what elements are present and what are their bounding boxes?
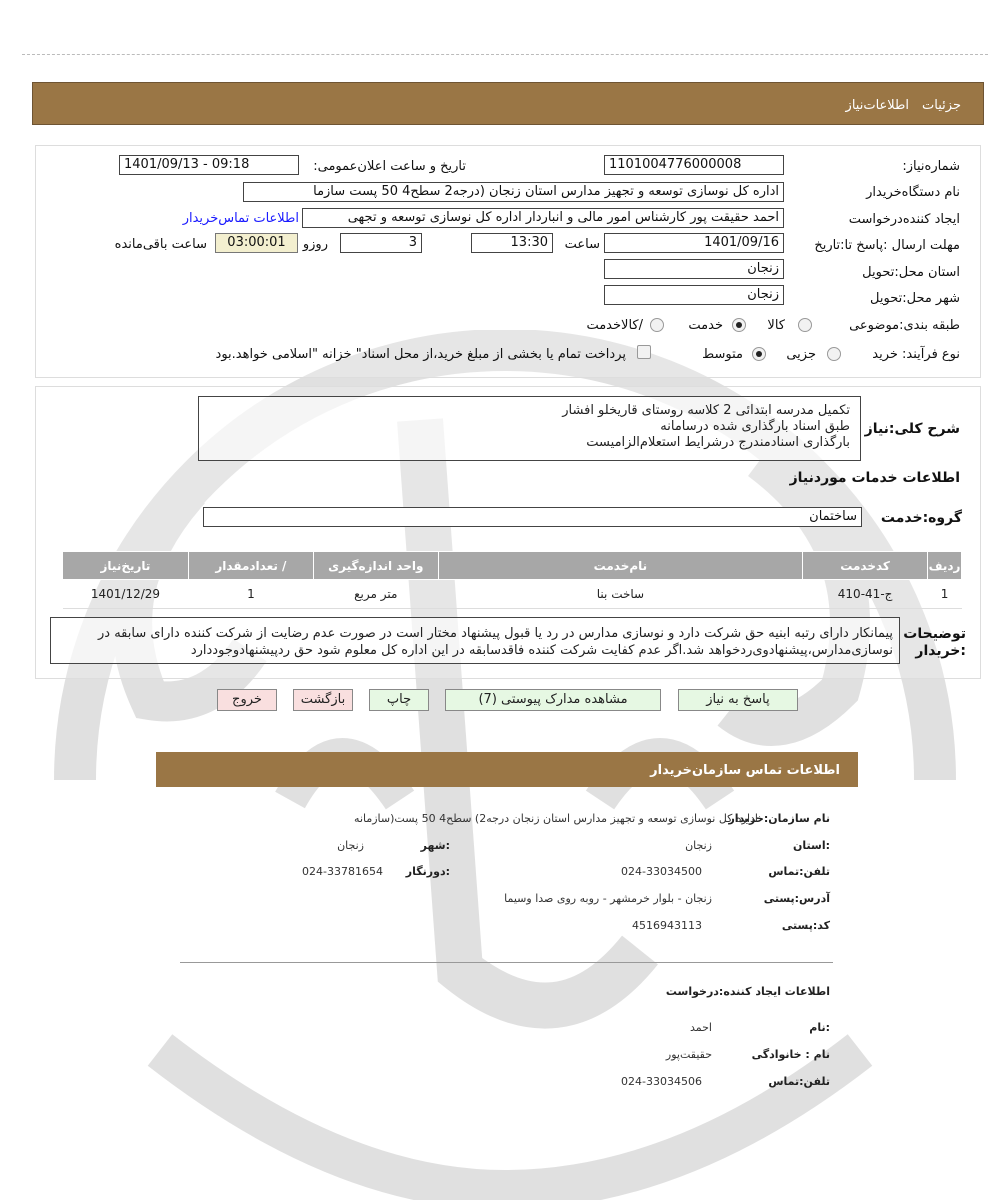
category-goods-service-label: /کالاخدمت — [586, 318, 643, 333]
contact-postal-label: کد:پستی — [781, 919, 830, 932]
deadline-time-field: 13:30 — [471, 233, 553, 253]
services-section-title: اطلاعات خدمات موردنیاز — [789, 470, 960, 486]
service-group-label: گروه:خدمت — [880, 510, 962, 526]
buyer-contact-link[interactable]: اطلاعات تماس‌خریدار — [182, 211, 299, 226]
category-service-label: خدمت — [688, 318, 723, 333]
process-minor-radio[interactable] — [827, 347, 841, 361]
category-goods-radio[interactable] — [798, 318, 812, 332]
contact-province-value: زنجان — [685, 839, 712, 852]
creator-section-title: اطلاعات ایجاد کننده:درخواست — [665, 985, 830, 998]
description-label: شرح کلی:نیاز — [864, 421, 960, 437]
deadline-date-field: 1401/09/16 — [604, 233, 784, 253]
contact-org-label: نام سازمان:خریدار — [728, 812, 830, 825]
buyer-contact-header — [156, 752, 858, 787]
creator-family-label: نام : خانوادگی — [751, 1048, 830, 1061]
print-button[interactable]: چاپ — [369, 689, 429, 711]
buyer-note-box: پیمانکار دارای رتبه ابنیه حق شرکت دارد و نوسازی مدارس در رد یا قبول پیشنهاد مختار است در صورت عدم رضایت از شرکت کننده دارای سابقه در نوسازی‌مدارس،پیشنهادوی‌ردخواهد شد.اگر عدم کفایت شرکت کننده فاقدسابقه در این اداره کل معلوم شود حق ردپیشنهادوجوددارد — [50, 617, 900, 664]
col-row: ردیف — [928, 552, 962, 580]
cell-unit: متر مربع — [313, 580, 438, 609]
creator-name-label: :نام — [809, 1021, 830, 1034]
back-button[interactable]: بازگشت — [293, 689, 353, 711]
description-box — [198, 396, 861, 461]
cell-service-code: ج-41-410 — [803, 580, 928, 609]
deadline-time-label: ساعت — [564, 237, 600, 252]
process-medium-radio[interactable] — [752, 347, 766, 361]
tab-need-info[interactable]: اطلاعات‌نیاز — [845, 98, 909, 113]
category-goods-label: کالا — [767, 318, 785, 333]
process-type-label: نوع فرآیند: خرید — [872, 347, 960, 362]
buyer-contact-title: اطلاعات تماس سازمان‌خریدار — [650, 763, 840, 778]
services-table — [62, 551, 962, 609]
top-divider — [22, 54, 988, 55]
col-service-code: کدخدمت — [803, 552, 928, 580]
creator-name-value: احمد — [690, 1021, 712, 1034]
city-label: شهر محل:تحویل — [870, 291, 960, 306]
contact-org-value: اداره کل نوسازی توسعه و تجهیز مدارس استان زنجان درجه2) سطح4 50 پست(سازمانه — [354, 812, 758, 825]
category-service-radio[interactable] — [732, 318, 746, 332]
contact-phone-label: تلفن:تماس — [768, 865, 830, 878]
need-number-label: شماره‌نیاز: — [902, 159, 960, 174]
creator-phone-value: 024-33034506 — [621, 1075, 702, 1088]
need-info-panel — [35, 145, 981, 378]
cell-row: 1 — [928, 580, 962, 609]
buyer-org-label: نام دستگاه‌خریدار — [866, 185, 960, 200]
col-unit: واحد اندازه‌گیری — [313, 552, 438, 580]
description-line: طبق اسناد بارگذاری شده درسامانه — [660, 419, 850, 434]
col-quantity: / تعدادمقدار — [188, 552, 313, 580]
category-goods-service-radio[interactable] — [650, 318, 664, 332]
city-field: زنجان — [604, 285, 784, 305]
service-group-field: ساختمان — [203, 507, 862, 527]
table-row — [63, 580, 962, 609]
contact-province-label: :استان — [793, 839, 830, 852]
remaining-timer: 03:00:01 — [215, 233, 298, 253]
col-service-name: نام‌خدمت — [438, 552, 802, 580]
services-table-header — [63, 552, 962, 580]
contact-fax-label: :دورنگار — [405, 865, 450, 878]
reply-button[interactable]: پاسخ به نیاز — [678, 689, 798, 711]
tab-details[interactable]: جزئیات — [922, 98, 961, 113]
treasury-payment-note: پرداخت تمام یا بخشی از مبلغ خرید،از محل اسناد" خزانه "اسلامی خواهد.بود — [215, 347, 626, 362]
deadline-label: مهلت ارسال :پاسخ تا:تاریخ — [814, 238, 960, 253]
process-minor-label: جزیی — [786, 347, 816, 362]
need-number-field: 1101004776000008 — [604, 155, 784, 175]
col-need-date: تاریخ‌نیاز — [63, 552, 189, 580]
contact-address-label: آدرس:پستی — [763, 892, 830, 905]
category-label: طبقه بندی:موضوعی — [849, 318, 960, 333]
contact-fax-value: 024-33781654 — [302, 865, 383, 878]
days-label: روزو — [302, 237, 328, 252]
requester-field: احمد حقیقت پور کارشناس امور مالی و انباردار اداره کل نوسازی توسعه و تجهی — [302, 208, 784, 228]
days-field: 3 — [340, 233, 422, 253]
creator-phone-label: تلفن:تماس — [768, 1075, 830, 1088]
view-attachments-button[interactable]: مشاهده مدارک پیوستی (7) — [445, 689, 661, 711]
requester-label: ایجاد کننده‌درخواست — [848, 212, 960, 227]
creator-family-value: حقیقت‌پور — [665, 1048, 712, 1061]
buyer-note-label: توضیحات :خریدار — [903, 626, 966, 659]
contact-divider — [180, 962, 833, 963]
contact-address-value: زنجان - بلوار خرمشهر - روبه روی صدا وسیما — [504, 892, 712, 905]
buyer-org-field: اداره کل نوسازی توسعه و تجهیز مدارس استان زنجان (درجه2 سطح4 50 پست سازما — [243, 182, 784, 202]
page-title-bar — [32, 82, 984, 125]
exit-button[interactable]: خروج — [217, 689, 277, 711]
contact-city-label: :شهر — [420, 839, 450, 852]
treasury-payment-checkbox[interactable] — [637, 345, 651, 359]
description-line: تکمیل مدرسه ابتدائی 2 کلاسه روستای قاریخلو افشار — [562, 403, 850, 418]
province-label: استان محل:تحویل — [862, 265, 960, 280]
contact-city-value: زنجان — [337, 839, 364, 852]
process-medium-label: متوسط — [702, 347, 743, 362]
announce-date-field: 1401/09/13 - 09:18 — [119, 155, 299, 175]
remaining-label: ساعت باقی‌مانده — [114, 237, 207, 252]
announce-date-label: تاریخ و ساعت اعلان‌عمومی: — [313, 159, 466, 174]
cell-quantity: 1 — [188, 580, 313, 609]
cell-service-name: ساخت بنا — [438, 580, 802, 609]
province-field: زنجان — [604, 259, 784, 279]
contact-phone-value: 024-33034500 — [621, 865, 702, 878]
contact-postal-value: 4516943113 — [632, 919, 702, 932]
cell-need-date: 1401/12/29 — [63, 580, 189, 609]
description-line: بارگذاری اسنادمندرج درشرایط استعلام‌الزامیست — [586, 435, 850, 450]
